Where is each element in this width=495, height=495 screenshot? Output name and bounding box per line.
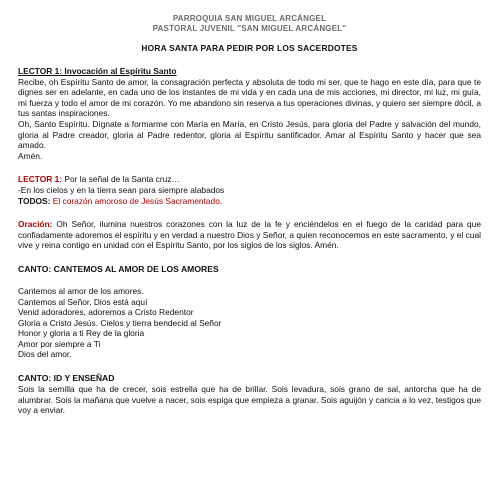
canto1-line: Venid adoradores, adoremos a Cristo Redentor [18, 307, 194, 318]
oracion-paragraph [18, 219, 481, 251]
lector1-invocation-section [18, 66, 481, 161]
todos-text: El corazón amoroso de Jesús Sacramentado. [50, 195, 223, 206]
canto1-line: Honor y gloria a ti Rey de la gloria [18, 328, 145, 339]
invocation-paragraph-1: Recibe, oh Espíritu Santo de amor, la consagración perfecta y absoluta de todo mi ser, que te hago en este día, para que te dignes ser en adelante, en cada uno de los instantes de mi vida y en cada una de mis acciones, mi director, mi luz, mi guía, mi fuerza y todo el amor de mi corazón. Yo me abandono sin reserva a tus operaciones divinas, y quiero ser siempre dócil, a tus santas inspiraciones. [18, 76, 481, 119]
canto1-line: Gloria a Cristo Jesús. Cielos y tierra bendecid al Señor [18, 317, 222, 328]
invocation-paragraph-2: Oh, Santo Espíritu. Dígnate a formarme con María en María, en Cristo Jesús, para gloria del Padre y salvación del mundo, gloria al Padre creador, gloria al Padre redentor, gloria al Espíritu santificador. Amar al Espíritu Santo y hacer que sea amado. [18, 118, 481, 151]
canto1-section [18, 264, 481, 360]
oracion-text: Oh Señor, ilumina nuestros corazones con la luz de la fe y enciéndelos en el fuego de la caridad para que confiadamente adoremos el espíritu y en verdad a nuestro Dios y Señor, a quien reconocemos en este sacramento, y el cual vive y reina contigo en unidad con el Espíritu Santo, por los siglos de los siglos. Amén. [18, 219, 481, 251]
pastoral-name: PASTORAL JUVENIL "SAN MIGUEL ARCÁNGEL" [152, 24, 347, 33]
canto1-line: Cantemos al Señor, Dios está aquí [18, 296, 148, 307]
canto2-text: Sois la semilla que ha de crecer, sois estrella que ha de brillar. Sois levadura, sois grano de sal, antorcha que ha de alumbrar. Sois la mañana que vuelve a nacer, sois espiga que empieza a granar. Sois aguijón y caricia a lo vez, testigos que voy a enviar. [18, 384, 481, 416]
canto2-heading: CANTO: ID Y ENSEÑAD [18, 373, 115, 384]
todos-label: TODOS: [18, 195, 51, 206]
invocation-amen: Amén. [18, 150, 43, 161]
praise-line: -En los cielos y en la tierra sean para siempre alabados [18, 184, 225, 195]
oracion-section [18, 219, 481, 251]
document-title: HORA SANTA PARA PEDIR POR LOS SACERDOTES [141, 43, 358, 53]
oracion-label: Oración: [18, 219, 53, 230]
canto2-section [18, 373, 481, 416]
lector1-cross-line [18, 174, 481, 185]
todos-line [18, 196, 481, 207]
canto1-line: Dios del amor. [18, 349, 72, 360]
canto1-heading: CANTO: CANTEMOS AL AMOR DE LOS AMORES [18, 263, 219, 274]
lector1-cross-section [18, 174, 481, 206]
lector1-cross-text: Por la señal de la Santa cruz… [62, 174, 180, 185]
lector1-invocation-label: LECTOR 1: Invocación al Espíritu Santo [18, 66, 177, 76]
canto1-line: Amor por siempre a Ti [18, 338, 101, 349]
lector1-label: LECTOR 1: [18, 174, 63, 185]
canto1-line: Cantemos al amor de los amores. [18, 285, 144, 296]
parish-name: PARROQUIA SAN MIGUEL ARCÁNGEL [172, 14, 327, 23]
